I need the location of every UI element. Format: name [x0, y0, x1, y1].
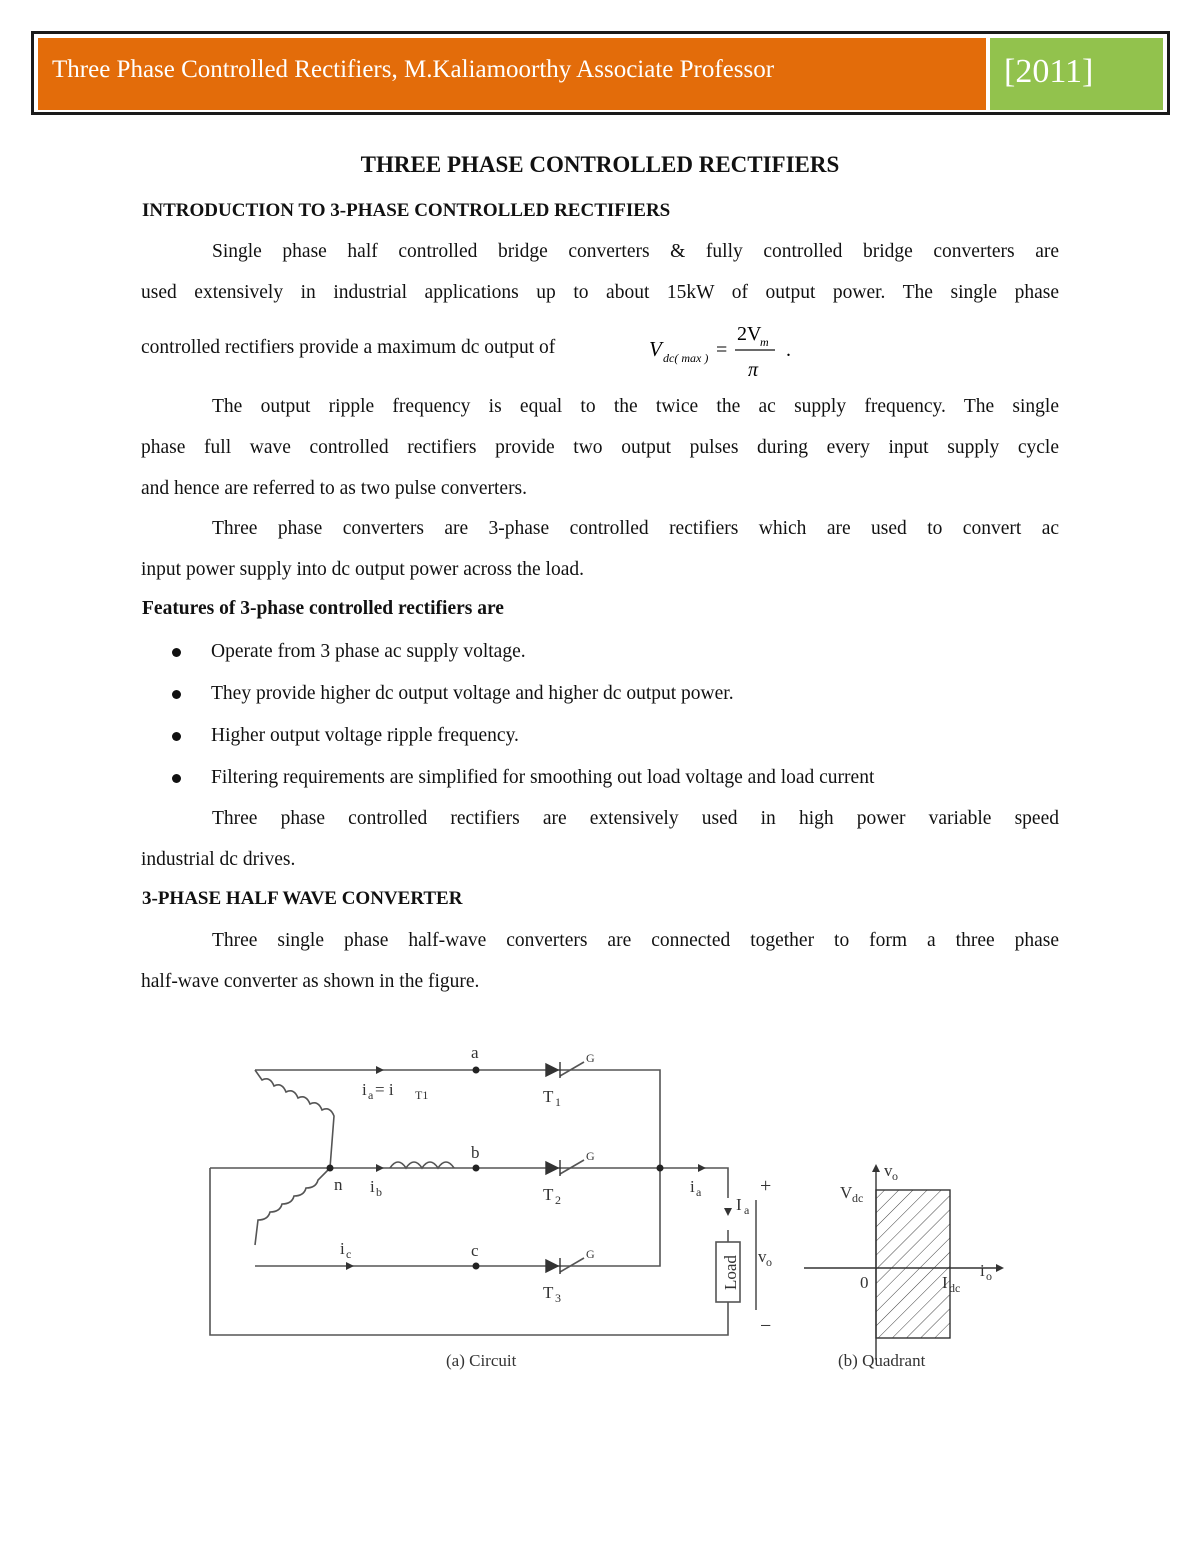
plus-sign: +: [760, 1175, 772, 1197]
winding-c: [255, 1168, 330, 1245]
converter-figure: [200, 1040, 1020, 1380]
figure-svg: [200, 1040, 1020, 1380]
section-heading-half-wave: 3-PHASE HALF WAVE CONVERTER: [142, 888, 463, 909]
gate-lead-3: [560, 1258, 584, 1272]
ib-sub: b: [376, 1185, 382, 1199]
node-c-label: c: [471, 1241, 479, 1260]
formula-lhs-sub: dc( max ): [663, 351, 709, 365]
t2-sub: 2: [555, 1193, 561, 1207]
bullet-icon: [172, 648, 181, 657]
para-line: Three phase converters are 3-phase controlled rectifiers which are used to convert ac: [212, 518, 1059, 539]
t1-label: T: [543, 1087, 554, 1106]
para-line: Single phase half controlled bridge converters & fully controlled bridge converters are: [212, 241, 1059, 262]
bullet-icon: [172, 732, 181, 741]
para-line: used extensively in industrial applications up to about 15kW of output power. The single phase: [141, 282, 1059, 303]
circuit-wiring: [210, 1062, 756, 1335]
circuit-caption: (a) Circuit: [446, 1351, 517, 1370]
idc-label: I: [942, 1273, 948, 1292]
formula-denominator: π: [748, 359, 759, 381]
gate3-label: G: [586, 1247, 595, 1261]
list-item: Filtering requirements are simplified for smoothing out load voltage and load current: [141, 757, 1059, 799]
formula-numerator: 2V: [737, 323, 762, 345]
list-item: Operate from 3 phase ac supply voltage.: [141, 631, 1059, 673]
i-axis-sub: o: [986, 1269, 992, 1283]
ia-sub: a: [368, 1088, 374, 1102]
ic-sub: c: [346, 1247, 352, 1261]
gate1-label: G: [586, 1051, 595, 1065]
origin-label: 0: [860, 1273, 869, 1292]
para-line: Three single phase half-wave converters are connected together to form a three phase: [212, 930, 1059, 951]
formula-lhs: V: [649, 337, 662, 361]
header-year: [2011]: [990, 38, 1163, 110]
paragraph-half-wave: [141, 920, 1059, 1002]
vo-label: v: [758, 1247, 767, 1266]
return-wire: [210, 1168, 728, 1335]
phase-c-wire: [255, 1168, 660, 1266]
ia-eq: = i: [375, 1080, 394, 1099]
circuit-labels: [334, 1043, 772, 1370]
para-line: phase full wave controlled rectifiers provide two output pulses during every input supply cycle: [141, 437, 1059, 458]
node-b-label: b: [471, 1143, 480, 1162]
vdc-max-formula: [649, 316, 809, 382]
formula-numerator-sub: m: [760, 335, 769, 349]
document-title: THREE PHASE CONTROLLED RECTIFIERS: [360, 152, 840, 177]
v-axis-label: v: [884, 1161, 893, 1180]
load-current-label: I: [736, 1195, 742, 1214]
list-item: Higher output voltage ripple frequency.: [141, 715, 1059, 757]
ic-label: i: [340, 1239, 345, 1258]
para-line: The output ripple frequency is equal to the twice the ac supply frequency. The single: [212, 396, 1059, 417]
paragraph-intro: [141, 231, 1059, 313]
t3-label: T: [543, 1283, 554, 1302]
vdc-label: V: [840, 1183, 853, 1202]
ib-label: i: [370, 1177, 375, 1196]
vdc-sub: dc: [852, 1191, 864, 1205]
formula-equals: =: [716, 339, 728, 361]
vo-sub: o: [766, 1255, 772, 1269]
i-out-label: i: [690, 1177, 695, 1196]
thyristor-t1: [546, 1064, 558, 1076]
header-title: Three Phase Controlled Rectifiers, M.Kaliamoorthy Associate Professor: [38, 38, 986, 110]
para-line: industrial dc drives.: [141, 849, 296, 870]
i-out-sub: a: [696, 1185, 702, 1199]
i-axis-label: i: [980, 1261, 985, 1280]
para-line-formula: controlled rectifiers provide a maximum dc output of: [141, 337, 556, 358]
section-heading-introduction: INTRODUCTION TO 3-PHASE CONTROLLED RECTIFIERS: [142, 200, 671, 221]
para-line: input power supply into dc output power across the load.: [141, 559, 585, 580]
list-item: They provide higher dc output voltage and higher dc output power.: [141, 673, 1059, 715]
header-band: [31, 31, 1170, 115]
thyristor-t2: [546, 1162, 558, 1174]
winding-a: [255, 1070, 334, 1168]
formula-period: .: [786, 339, 791, 361]
gate2-label: G: [586, 1149, 595, 1163]
quadrant-region: [876, 1190, 950, 1338]
paragraph-three-phase: [141, 508, 1059, 590]
phase-a-wire: [255, 1070, 660, 1168]
load-label: Load: [721, 1255, 740, 1290]
winding-b: [390, 1162, 454, 1168]
bullet-icon: [172, 774, 181, 783]
v-axis-sub: o: [892, 1169, 898, 1183]
quadrant-diagram: [804, 1161, 1004, 1370]
minus-sign: −: [760, 1315, 772, 1337]
t2-label: T: [543, 1185, 554, 1204]
node-n-label: n: [334, 1175, 343, 1194]
ia-eq-sub: T1: [415, 1088, 429, 1102]
load-current-sub: a: [744, 1203, 750, 1217]
idc-sub: dc: [949, 1281, 961, 1295]
paragraph-applications: [141, 798, 1059, 880]
bullet-icon: [172, 690, 181, 699]
paragraph-ripple: [141, 386, 1059, 509]
para-line: and hence are referred to as two pulse converters.: [141, 478, 528, 499]
para-line: half-wave converter as shown in the figure.: [141, 971, 480, 992]
t3-sub: 3: [555, 1291, 561, 1305]
t1-sub: 1: [555, 1095, 561, 1109]
features-list: [141, 631, 1059, 799]
para-line: Three phase controlled rectifiers are extensively used in high power variable speed: [212, 808, 1059, 829]
ia-label: i: [362, 1080, 367, 1099]
thyristor-t3: [546, 1260, 558, 1272]
node-a-label: a: [471, 1043, 479, 1062]
gate-lead-2: [560, 1160, 584, 1174]
features-heading: Features of 3-phase controlled rectifiers are: [142, 598, 504, 619]
gate-lead-1: [560, 1062, 584, 1076]
quadrant-caption: (b) Quadrant: [838, 1351, 926, 1370]
